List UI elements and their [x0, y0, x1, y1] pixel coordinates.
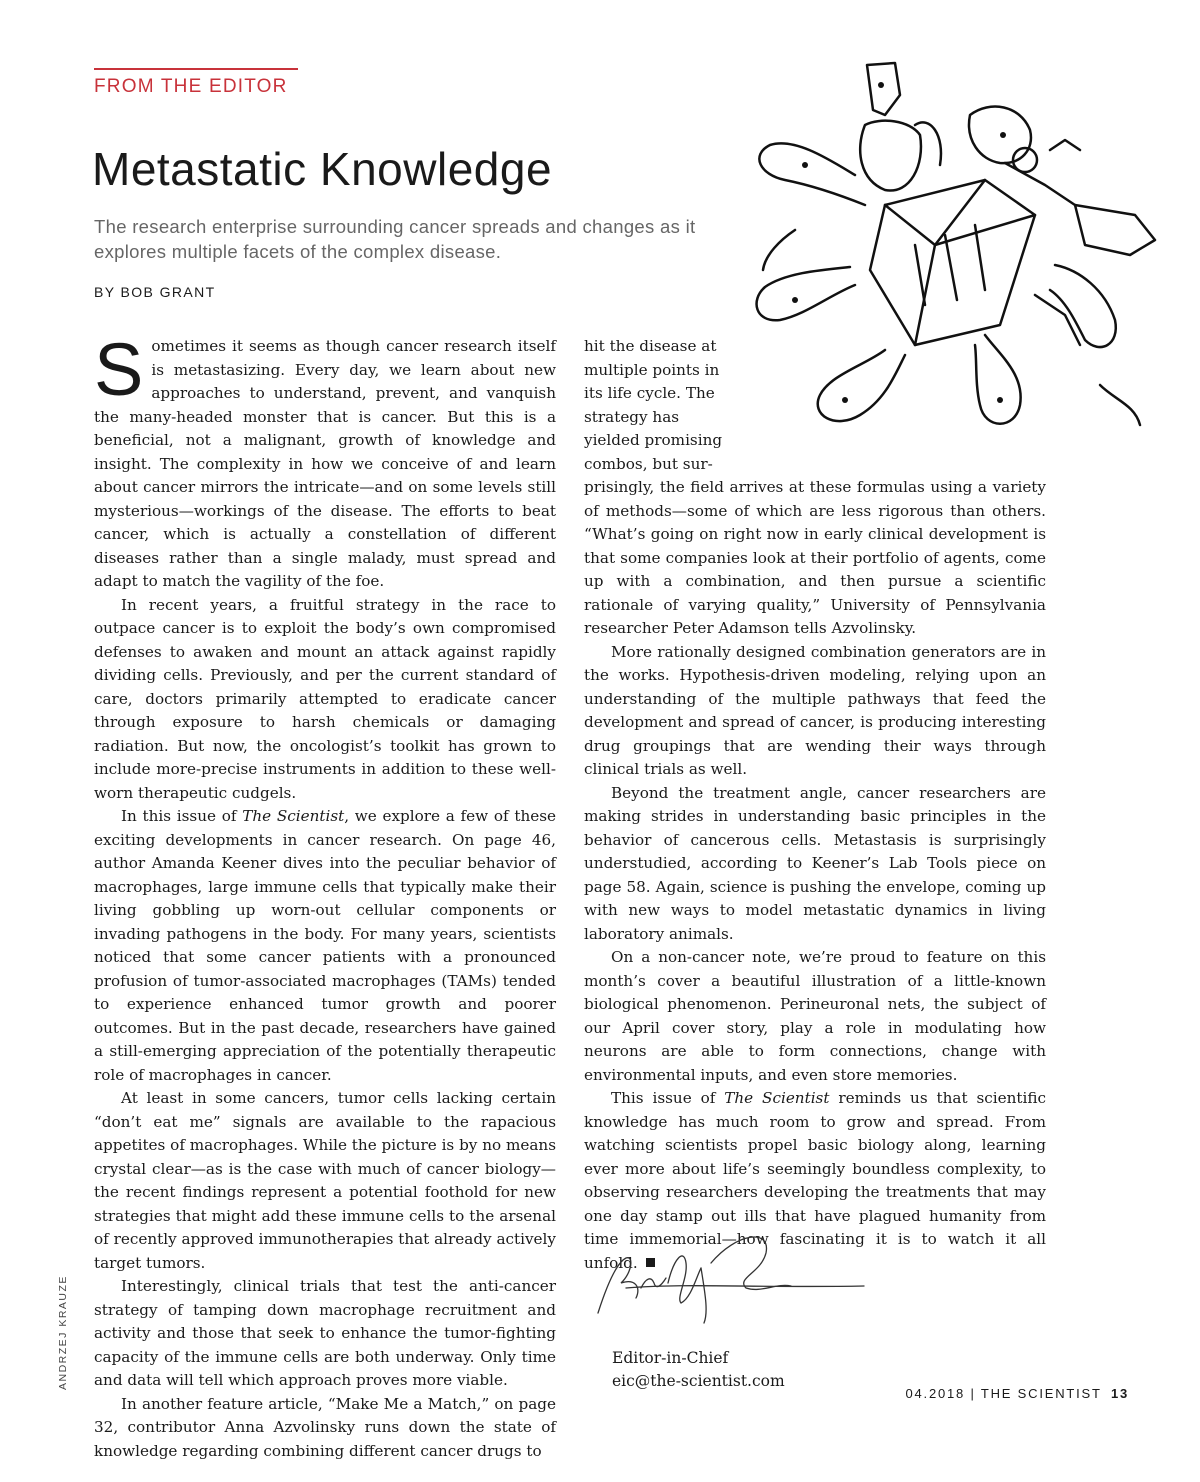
page-title: Metastatic Knowledge	[92, 143, 553, 195]
paragraph-text: This issue of	[611, 1089, 725, 1107]
body-column-left	[94, 328, 557, 1463]
body-column-right-wrap	[584, 335, 732, 476]
signoff	[612, 1347, 785, 1393]
section-rule	[94, 68, 298, 70]
byline: BY BOB GRANT	[94, 284, 216, 300]
paragraph-7: More rationally designed combination generators are in the works. Hypothesis-driven modeling, relying upon an understanding of the multiple pathways that feed the development and spread of cancer, is producing interesting drug groupings that are wending their ways through clinical trials as well.	[584, 642, 1046, 778]
paragraph-text: reminds us that scientific knowledge has much room to grow and spread. From watching scientists propel basic biology along, learning ever more about life’s seemingly boundless complexity, to observing researchers developing the treatments that may one day stamp out ills that have plagued humanity from time immemorial—how fascinating it is to watch it all unfold.	[584, 1089, 1046, 1272]
paragraph-9: On a non-cancer note, we’re proud to feature on this month’s cover a beautiful illustration of a little-known biological phenomenon. Perineuronal nets, the subject of our April cover story, play a role in modulating how neurons are able to form connections, change with environmental inputs, and even store memories.	[584, 948, 1046, 1084]
paragraph-6-start: In another feature article, “Make Me a Match,” on page 32, contributor Anna Azvolinsky runs down the state of knowledge regarding combining different cancer drugs to	[94, 1394, 556, 1460]
drop-cap: S	[94, 328, 144, 411]
paragraph-2: In recent years, a fruitful strategy in the race to outpace cancer is to exploit the body’s own compromised defenses to awaken and mount an attack against rapidly dividing cells. Previously, and per the current standard of care, doctors primarily attempted to eradicate cancer through exposure to harsh chemicals or damaging radiation. But now, the oncologist’s toolkit has grown to include more-precise instruments in addition to these well-worn therapeutic cudgels.	[94, 595, 556, 802]
paragraph-1	[94, 328, 556, 594]
publication-name: The Scientist	[242, 807, 345, 825]
paragraph-6-continued: hit the disease at multiple points in its life cycle. The strategy has yielded promising combos, but sur-	[584, 337, 723, 473]
page-footer	[905, 1386, 1129, 1401]
body-column-right	[584, 476, 1046, 1275]
page-number: 13	[1110, 1386, 1129, 1401]
folio-text: 04.2018 | THE SCIENTIST	[905, 1386, 1102, 1401]
paragraph-text: ometimes it seems as though cancer research itself is metastasizing. Every day, we learn about new approaches to understand, prevent, and vanquish the many-headed monster that is cancer. But this is a beneficial, not a malignant, growth of knowledge and insight. The complexity in how we conceive of and learn about cancer mirrors the intricate—and on some levels still mysterious—workings of the disease. The efforts to beat cancer, which is actually a constellation of different diseases rather than a single malady, must spread and adapt to match the vagility of the foe.	[94, 337, 556, 590]
paragraph-8: Beyond the treatment angle, cancer researchers are making strides in understanding basic principles in the behavior of cancerous cells. Metastasis is surprisingly understudied, according to Keener’s Lab Tools piece on page 58. Again, science is pushing the envelope, coming up with new ways to model metastatic dynamics in living laboratory animals.	[584, 783, 1046, 943]
publication-name: The Scientist	[724, 1089, 830, 1107]
paragraph-text: , we explore a few of these exciting developments in cancer research. On page 46, author Amanda Keener dives into the peculiar behavior of macrophages, large immune cells that typically make their living gobbling up worn-out cellular components or invading pathogens in the body. For many years, scientists noticed that some cancer patients with a pronounced profusion of tumor-associated macrophages (TAMs) tended to experience enhanced tumor growth and poorer outcomes. But in the past decade, researchers have gained a still-emerging appreciation of the potentially therapeutic role of macrophages in cancer.	[94, 807, 557, 1084]
editor-signature	[596, 1228, 866, 1328]
signoff-title: Editor-in-Chief	[612, 1349, 729, 1367]
paragraph-text: In this issue of	[121, 807, 243, 825]
paragraph-4: At least in some cancers, tumor cells lacking certain “don’t eat me” signals are available to the rapacious appetites of macrophages. While the picture is by no means crystal clear—as is the case with much of cancer biology—the recent findings represent a potential foothold for new strategies that might add these immune cells to the arsenal of recently approved immunotherapies that already actively target tumors.	[94, 1089, 556, 1272]
paragraph-3	[94, 805, 556, 1087]
section-label: FROM THE EDITOR	[94, 76, 288, 97]
deck-subtitle: The research enterprise surrounding cancer spreads and changes as it explores multiple facets of the complex disease.	[94, 216, 696, 262]
paragraph-5: Interestingly, clinical trials that test the anti-cancer strategy of tamping down macrophage recruitment and activity and those that seek to enhance the tumor-fighting capacity of the immune cells are both underway. Only time and data will tell which approach proves more viable.	[94, 1277, 556, 1389]
paragraph-6-end: prisingly, the field arrives at these formulas using a variety of methods—some of which are less rigorous than others. “What’s going on right now in early clinical development is that some companies look at their portfolio of agents, come up with a combination, and then pursue a scientific rationale of varying quality,” University of Pennsylvania researcher Peter Adamson tells Azvolinsky.	[584, 478, 1046, 637]
photo-credit: ANDRZEJ KRAUZE	[57, 1275, 69, 1390]
cancer-researchers-illustration	[735, 55, 1175, 460]
signoff-email[interactable]: eic@the-scientist.com	[612, 1372, 785, 1390]
